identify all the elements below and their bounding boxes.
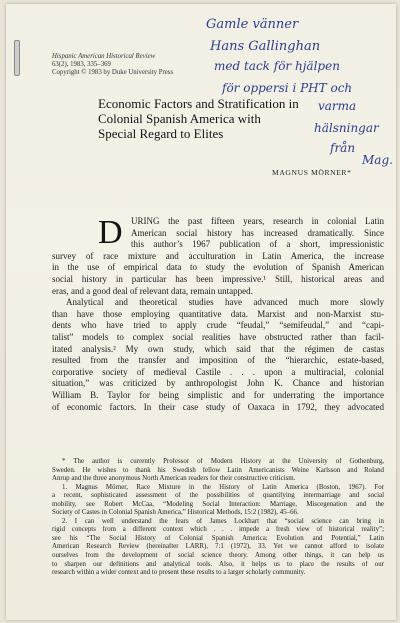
body-line: corporative society of medieval Castile . . . upon a multiracial, colonial <box>52 366 384 377</box>
footnote-line: see his “The Social History of Colonial Spanish America: Evolution and Potential,” Latin <box>52 534 384 542</box>
body-line: of economic factors. In their case study of Oaxaca in 1792, they advocated <box>52 401 384 412</box>
footnote-line: ourselves from the development of social science theory. Among other things, it can help us <box>52 552 384 560</box>
handwriting-svg <box>202 10 400 170</box>
author-name: MAGNUS MÖRNER* <box>272 168 352 177</box>
footnotes <box>52 458 384 578</box>
body-line: in the use of empirical data to study the evolution of Spanish American <box>52 262 384 273</box>
drop-cap: D <box>98 214 123 251</box>
body-line: resulted from the transfer and imposition of the “hierarchic, estate-based, <box>52 355 384 366</box>
handwriting-line: Gamle vänner <box>206 17 299 32</box>
handwriting-line: med tack för hjälpen <box>214 59 340 73</box>
body-line: itated analysis.² My own study, which said that the régimen de castas <box>52 343 384 354</box>
title-line: Colonial Spanish America with <box>98 111 261 126</box>
footnote-line: Anrup and the three anonymous North American readers for their constructive criticism. <box>52 475 296 483</box>
body-line: talist” models to complex social realities have obstructed rather than facil- <box>52 331 384 342</box>
body-line: URING the past fifteen years, research in colonial Latin <box>131 216 384 226</box>
footnote-line: Sweden. He wishes to thank his Swedish fellow Latin Americanists Weine Karlsson and Roland <box>52 466 384 474</box>
footnote-line: * The author is currently Professor of Modern History at the University of Gothenburg, <box>62 458 384 465</box>
handwriting-line: hälsningar <box>314 121 379 135</box>
title-line: Special Regard to Elites <box>98 126 224 141</box>
journal-copyright: Copyright © 1983 by Duke University Press <box>52 69 174 76</box>
first-word-rest: URING <box>131 216 160 226</box>
footnote-line: American Research Review (hereinafter LARR), 7:1 (1972), 33. Yet we cannot afford to isolate <box>52 543 384 551</box>
body-line: William B. Taylor for being simplistic and for underrating the importance <box>52 389 384 400</box>
footnote-line: research within a wider context and to present these results to a larger scholarly community. <box>52 569 306 577</box>
handwriting-signature: Mag. <box>362 153 393 167</box>
body-line: Analytical and theoretical studies have advanced much more slowly <box>66 297 384 308</box>
journal-header <box>52 53 173 77</box>
body-line: than have those employing quantitative data. Marxist and non-Marxist stu- <box>52 308 384 319</box>
article-body <box>52 216 384 413</box>
paper-page <box>6 4 396 620</box>
footnote-line: to sharpen our definitions and analytical tools. Also, it helps us to place the results of our <box>52 560 384 568</box>
title-line: Economic Factors and Stratification in <box>98 96 299 111</box>
journal-name: Hispanic American Historical Review <box>52 53 156 60</box>
handwriting-line: för oppersi i PHT och <box>222 81 353 95</box>
body-line: this author’s 1967 publication of a short, impressionistic <box>131 239 384 250</box>
body-line: eras, and a good deal of relevant data, remain untapped. <box>52 285 253 296</box>
footnote-line: a recent, sophisticated assessment of the possibilities of quantifying intermarriage and social <box>52 492 384 500</box>
footnote-line: Society of Castes in Colonial Spanish America,” Historical Methods, 15:2 (1982), 45–66. <box>52 509 299 517</box>
footnote-line: 1. Magnus Mörner, Race Mixture in the History of Latin America (Boston, 1967). For <box>62 483 384 491</box>
body-line: situation,” was criticized by anthropologist John K. Chance and historian <box>52 378 384 389</box>
body-line: survey of race mixture and acculturation in Latin America, the increase <box>52 250 384 261</box>
article-title <box>98 96 328 141</box>
footnote-line: mobility, see Robert McCaa, “Modeling Social Interaction: Marriage, Miscegenation and the <box>52 500 384 508</box>
footnote-line: 2. I can well understand the fears of James Lockhart that “social science can bring in <box>62 517 384 525</box>
journal-volume: 63(2), 1983, 335–369 <box>52 61 111 68</box>
body-line: American social history has increased dramatically. Since <box>131 227 384 238</box>
footnote-line: rigid concepts from a different context which . . . impede a fresh view of historical reality”; <box>52 526 384 534</box>
handwriting-line: från <box>330 141 356 155</box>
body-line: social history in particular has been impressive.¹ Still, historical areas and <box>52 273 384 284</box>
handwriting-line: Hans Gallinghan <box>210 39 321 54</box>
handwritten-dedication <box>202 10 400 170</box>
staple-mark <box>14 40 20 76</box>
body-line: dents who have tried to apply crude “feudal,” “semifeudal,” and “capi- <box>52 320 384 331</box>
handwriting-line: varma <box>318 99 357 113</box>
